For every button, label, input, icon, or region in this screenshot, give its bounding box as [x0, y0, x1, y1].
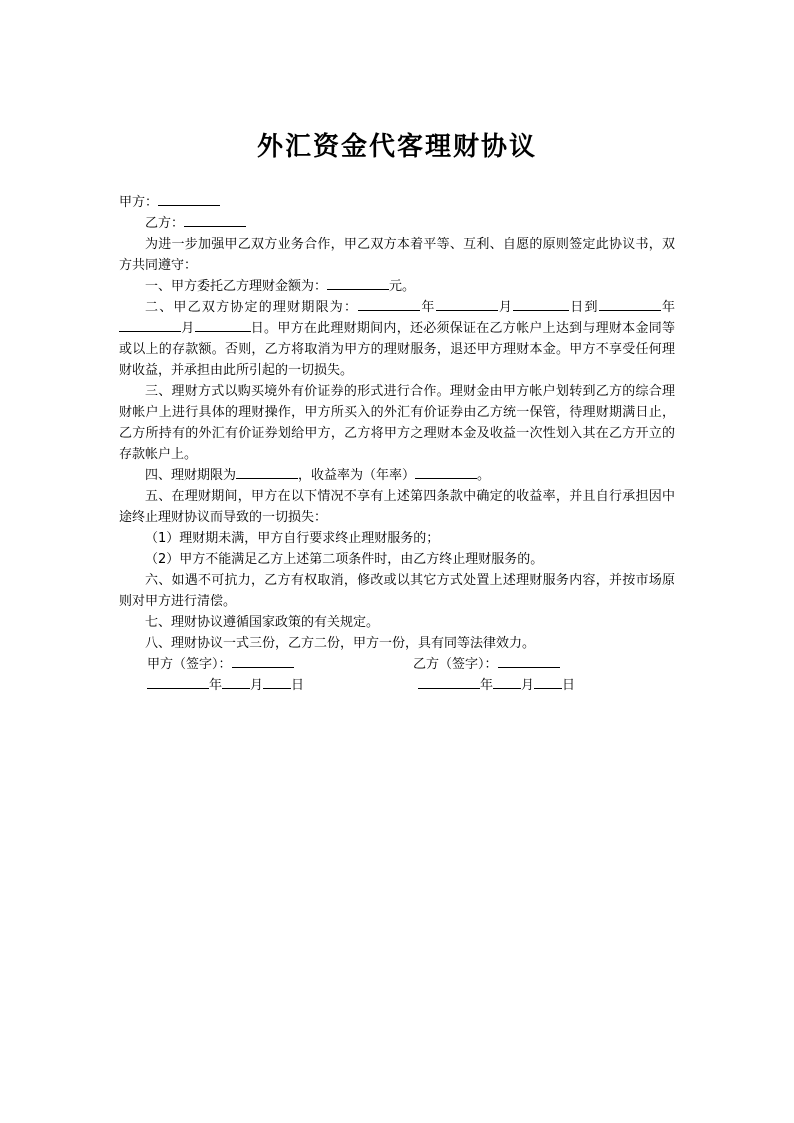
end-year-blank [599, 297, 661, 311]
start-day-blank [513, 297, 569, 311]
month-label: 月 [520, 678, 534, 693]
clause-7: 七、理财协议遵循国家政策的有关规定。 [145, 615, 380, 630]
clause-2-rest: 甲方在此理财期间内，还必须保证在乙方帐户上达到与理财本金同等或以上的存款额。否则，乙方将取消为甲方的理财服务，退还甲方理财本金。甲方不享受任何理财收益，并承担由此所引起的一切损失。 [119, 321, 675, 378]
party-a-line [119, 192, 675, 213]
clause-3: 三、理财方式以购买境外有价证券的形式进行合作。理财金由甲方帐户划转到乙方的综合理财帐户上进行具体的理财操作，甲方所买入的外汇有价证券由乙方统一保管，待理财期满日止，乙方所持有的外汇有价证券划给甲方，乙方将甲方之理财本金及收益一次性划入其在乙方开立的存款帐户上。 [119, 384, 675, 462]
clause-5: 五、在理财期间，甲方在以下情况不享有上述第四条款中确定的收益率，并且自行承担因中途终止理财协议而导致的一切损失： [119, 489, 675, 525]
date-month-blank [222, 675, 250, 689]
day-to-label: 日到 [569, 300, 599, 315]
end-month-blank [119, 318, 181, 332]
clause-6: 六、如遇不可抗力，乙方有权取消，修改或以其它方式处置上述理财服务内容，并按市场原则对甲方进行清偿。 [119, 573, 675, 609]
date-year-blank [147, 675, 209, 689]
party-b-label: 乙方： [145, 216, 185, 231]
start-year-blank [358, 297, 420, 311]
day-label: 日。 [250, 321, 278, 336]
month-label: 月 [250, 678, 264, 693]
clause-4 [119, 465, 675, 486]
clause-4-text: 四、理财期限为 [145, 468, 237, 483]
party-a-label: 甲方： [119, 195, 159, 210]
clause-5-item: （1）理财期未满，甲方自行要求终止理财服务的； [145, 531, 440, 546]
document-body [119, 192, 675, 696]
clause-5-item: （2）甲方不能满足乙方上述第二项条件时，由乙方终止理财服务的。 [145, 552, 544, 567]
year-label: 年 [660, 300, 675, 315]
party-a-blank [158, 192, 220, 206]
party-a-signature [147, 654, 413, 675]
party-a-date [147, 675, 410, 696]
party-b-signature [413, 654, 673, 675]
party-a-sign-label: 甲方（签字）： [147, 657, 232, 672]
intro-paragraph: 为进一步加强甲乙双方业务合作，甲乙双方本着平等、互利、自愿的原则签定此协议书，双方共同遵守： [119, 237, 675, 273]
party-b-line [119, 213, 675, 234]
clause-4-mid: ，收益率为（年率） [298, 468, 416, 483]
start-month-blank [436, 297, 498, 311]
clause-2-text: 二、甲乙双方协定的理财期限为： [145, 300, 359, 315]
clause-8: 八、理财协议一式三份，乙方二份，甲方一份，具有同等法律效力。 [145, 636, 536, 651]
year-label: 年 [420, 300, 436, 315]
year-label: 年 [209, 678, 223, 693]
day-label: 日 [562, 678, 576, 693]
date-day-blank [263, 675, 291, 689]
clause-2 [119, 297, 675, 381]
party-a-sign-blank [232, 654, 294, 668]
amount-blank [327, 276, 389, 290]
date-row [119, 675, 675, 696]
signature-row [119, 654, 675, 675]
clause-1-text: 一、甲方委托乙方理财金额为： [145, 279, 328, 294]
date-year-blank [418, 675, 480, 689]
term-blank [236, 465, 298, 479]
party-b-blank [184, 213, 246, 227]
clause-1-unit: 元。 [389, 279, 416, 294]
document-title: 外汇资金代客理财协议 [256, 132, 537, 162]
year-label: 年 [479, 678, 493, 693]
end-day-blank [195, 318, 251, 332]
month-label: 月 [181, 321, 195, 336]
rate-blank [415, 465, 477, 479]
day-label: 日 [291, 678, 305, 693]
party-b-sign-blank [498, 654, 560, 668]
date-month-blank [493, 675, 521, 689]
party-b-date [410, 675, 675, 696]
clause-4-end: 。 [477, 468, 491, 483]
clause-1 [119, 276, 675, 297]
party-b-sign-label: 乙方（签字）： [413, 657, 498, 672]
month-label: 月 [497, 300, 514, 315]
date-day-blank [534, 675, 562, 689]
